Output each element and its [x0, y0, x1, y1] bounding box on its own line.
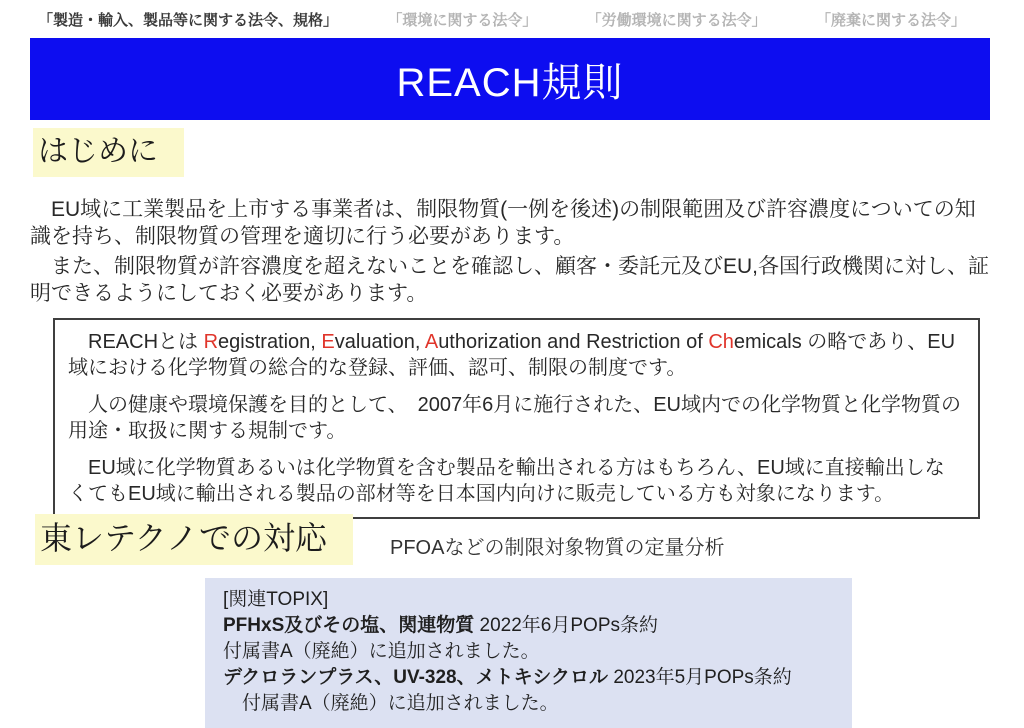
- topix-item-2-note: 付属書A（廃絶）に追加されました。: [223, 693, 559, 715]
- reach-def-segment: valuation,: [334, 331, 425, 353]
- intro-paragraph-1: EU域に工業製品を上市する事業者は、制限物質(一例を後述)の制限範囲及び許容濃度についての知識を持ち、制限物質の管理を適切に行う必要があります。: [30, 198, 976, 248]
- reach-red-letter-e: E: [321, 331, 335, 353]
- law-category-tabs: [38, 9, 966, 30]
- reach-def-segment: REACHとは: [68, 331, 204, 353]
- section-heading-toray-techno-response: 東レテクノでの対応: [35, 514, 353, 565]
- nav-tab-environment-laws[interactable]: 「環境に関する法令」: [387, 12, 538, 29]
- topix-item-2-substances: デクロランプラス、UV-328、メトキシクロル: [223, 667, 609, 689]
- reach-red-letter-r: R: [203, 331, 219, 353]
- topix-item-1-headline: [223, 613, 852, 639]
- reach-definition-paragraph-2: 人の健康や環境保護を目的として、 2007年6月に施行された、EU域内での化学物質と化学物質の用途・取扱に関する規制です。: [68, 394, 961, 442]
- reach-def-segment: egistration,: [218, 331, 322, 353]
- nav-tab-work-environment-laws[interactable]: 「労働環境に関する法令」: [586, 12, 767, 29]
- response-description: PFOAなどの制限対象物質の定量分析: [390, 537, 725, 559]
- topix-item-1-note: 付属書A（廃絶）に追加されました。: [223, 641, 540, 663]
- topix-title: [関連TOPIX]: [223, 589, 329, 610]
- reach-definition-paragraph-3: EU域に化学物質あるいは化学物質を含む製品を輸出される方はもちろん、EU域に直接輸出しなくてもEU域に輸出される製品の部材等を日本国内向けに販売している方も対象になります。: [68, 457, 945, 505]
- reach-red-letter-a: A: [424, 331, 439, 353]
- nav-tab-manufacturing-import-laws[interactable]: 「製造・輸入、製品等に関する法令、規格」: [38, 12, 339, 29]
- reach-def-segment: emicals の略であり、EU域における化学物質の総合的な登録、評価、認可、制限の制度です。: [68, 331, 956, 379]
- topix-item-1-substances: PFHxS及びその塩、関連物質: [223, 615, 475, 637]
- reach-definition-box: [53, 318, 980, 519]
- section-heading-introduction: はじめに: [33, 128, 184, 177]
- topix-item-1-treaty: 2022年6月POPs条約: [474, 615, 658, 637]
- reach-def-segment: uthorization and Restriction of: [438, 331, 709, 353]
- reach-definition-paragraph-1: [68, 329, 964, 381]
- reach-red-letter-ch: Ch: [708, 331, 734, 353]
- nav-tab-disposal-laws[interactable]: 「廃棄に関する法令」: [815, 12, 966, 29]
- page-title: REACH規則: [396, 60, 624, 105]
- related-topix-box: [205, 578, 852, 728]
- topix-item-2-headline: [223, 665, 852, 691]
- intro-paragraph-2: また、制限物質が許容濃度を超えないことを確認し、顧客・委託元及びEU,各国行政機関に対し、証明できるようにしておく必要があります。: [30, 255, 990, 305]
- topix-item-2-treaty: 2023年5月POPs条約: [608, 667, 792, 689]
- title-banner: [30, 38, 990, 120]
